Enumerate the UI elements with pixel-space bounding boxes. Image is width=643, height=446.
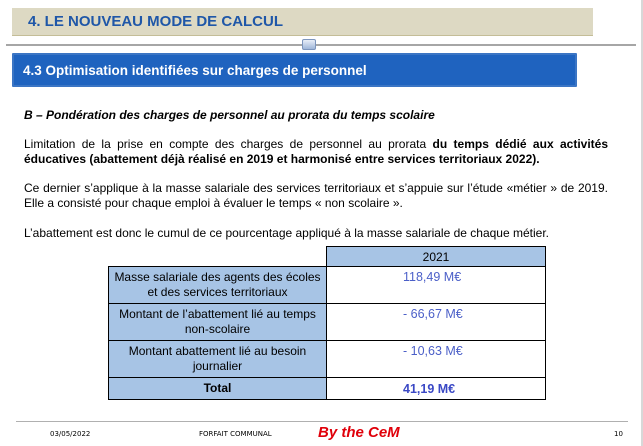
- divider-line: [6, 44, 636, 46]
- paragraph-limitation-bold: du temps dédié aux activités éducatives (abattement déjà réalisé en 2019 et harmonisé entre services territoriaux 2022).: [24, 137, 608, 166]
- table-row-value: 118,49 M€: [327, 267, 546, 304]
- table-header-row: [109, 247, 546, 267]
- footer-divider: [16, 421, 628, 422]
- table-row-label: Montant abattement lié au besoin journalier: [109, 341, 327, 378]
- footer-document-name: FORFAIT COMMUNAL: [199, 430, 272, 438]
- subsection-title: 4.3 Optimisation identifiées sur charges de personnel: [23, 62, 367, 78]
- table-row: [109, 304, 546, 341]
- watermark-text: By the CeM: [318, 424, 400, 441]
- table-year-header: 2021: [327, 247, 546, 267]
- subsection-title-bar: [12, 53, 577, 87]
- section-divider: [0, 39, 643, 49]
- table-total-value: 41,19 M€: [327, 378, 546, 400]
- body-heading: B – Pondération des charges de personnel au prorata du temps scolaire: [24, 108, 435, 122]
- footer-date: 03/05/2022: [50, 430, 91, 438]
- section-title-bar: [12, 8, 593, 36]
- divider-knob-icon: [302, 39, 316, 50]
- abattement-table: [108, 246, 546, 400]
- paragraph-application: Ce dernier s’applique à la masse salariale des services territoriaux et s’appuie sur l’étude «métier » de 2019. Elle a consisté pour chaque emploi à évaluer le temps « non scolaire ».: [24, 181, 608, 210]
- section-title: 4. LE NOUVEAU MODE DE CALCUL: [28, 13, 284, 30]
- footer-page-number: 10: [614, 430, 623, 438]
- table-row-label: Montant de l’abattement lié au temps non-scolaire: [109, 304, 327, 341]
- paragraph-abattement: L’abattement est donc le cumul de ce pourcentage appliqué à la masse salariale de chaque métier.: [24, 226, 549, 240]
- table-row-label: Masse salariale des agents des écoles et des services territoriaux: [109, 267, 327, 304]
- table-row: [109, 267, 546, 304]
- table-row-value: - 66,67 M€: [327, 304, 546, 341]
- table-corner: [109, 247, 327, 267]
- table-total-row: [109, 378, 546, 400]
- table-row: [109, 341, 546, 378]
- table-total-label: Total: [109, 378, 327, 400]
- paragraph-limitation: [24, 137, 608, 167]
- paragraph-limitation-normal: Limitation de la prise en compte des charges de personnel au prorata: [24, 137, 433, 151]
- table-row-value: - 10,63 M€: [327, 341, 546, 378]
